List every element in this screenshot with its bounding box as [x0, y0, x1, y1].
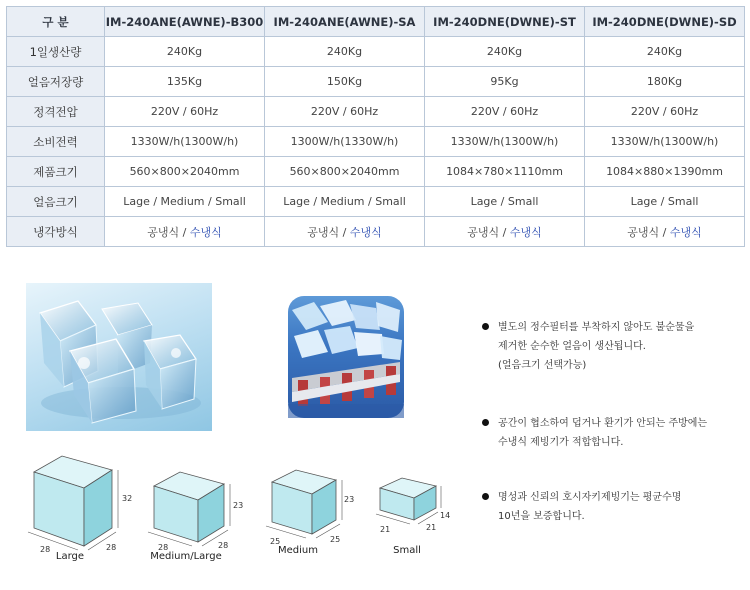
- row-label: 얼음크기: [7, 187, 105, 217]
- evaporator-plates-icon: [292, 362, 400, 406]
- table-cell: 1330W/h(1300W/h): [425, 127, 585, 157]
- header-model-sa: IM-240ANE(AWNE)-SA: [265, 7, 425, 37]
- air-cooled-text: 공냉식: [307, 225, 340, 239]
- header-category: 구 분: [7, 7, 105, 37]
- header-model-st: IM-240DNE(DWNE)-ST: [425, 7, 585, 37]
- bullet-icon: [482, 419, 489, 426]
- water-cooled-text: 수냉식: [349, 225, 382, 239]
- table-cell: 560×800×2040mm: [265, 157, 425, 187]
- table-cell: 240Kg: [105, 37, 265, 67]
- water-cooled-text: 수냉식: [189, 225, 222, 239]
- row-cooling-method: [7, 217, 745, 247]
- cube-label-small: Small: [393, 545, 421, 556]
- row-label: 소비전력: [7, 127, 105, 157]
- table-cell: 95Kg: [425, 67, 585, 97]
- ice-machine-illustration: [288, 296, 404, 418]
- spec-table: [6, 6, 745, 247]
- feature-line: 공간이 협소하여 덥거나 환기가 안되는 주방에는: [498, 418, 708, 429]
- header-model-sd: IM-240DNE(DWNE)-SD: [585, 7, 745, 37]
- cube-dim-width: 28: [40, 545, 51, 554]
- feature-item-filter: [482, 318, 744, 378]
- table-cell: Lage / Medium / Small: [265, 187, 425, 217]
- table-cell: 220V / 60Hz: [425, 97, 585, 127]
- spec-header-row: [7, 7, 745, 37]
- row-product-size: [7, 157, 745, 187]
- table-cell: 135Kg: [105, 67, 265, 97]
- table-cell: 1330W/h(1300W/h): [105, 127, 265, 157]
- cube-label-medium: Medium: [278, 545, 318, 556]
- bullet-icon: [482, 323, 489, 330]
- table-cell: [265, 217, 425, 247]
- row-label: 1일생산량: [7, 37, 105, 67]
- air-cooled-text: 공냉식: [147, 225, 180, 239]
- feature-line: 제거한 순수한 얼음이 생산됩니다.: [498, 341, 646, 352]
- table-cell: [105, 217, 265, 247]
- cube-dim-height: 23: [233, 501, 244, 510]
- row-rated-voltage: [7, 97, 745, 127]
- water-cooled-text: 수냉식: [509, 225, 542, 239]
- cube-dim-height: 32: [122, 494, 133, 503]
- cube-dim-depth: 28: [106, 543, 117, 552]
- ice-cubes-illustration: [26, 283, 212, 431]
- feature-line: (얼음크기 선택가능): [498, 360, 587, 371]
- feature-line: 별도의 정수필터를 부착하지 않아도 불순물을: [498, 322, 695, 333]
- cube-dim-height: 14: [440, 511, 451, 520]
- table-cell: [425, 217, 585, 247]
- row-ice-storage: [7, 67, 745, 97]
- ice-cubes-photo: [26, 283, 212, 431]
- table-cell: Lage / Small: [425, 187, 585, 217]
- table-cell: 240Kg: [265, 37, 425, 67]
- cube-label-medium-large: Medium/Large: [150, 551, 222, 562]
- cube-diagram-small: [370, 474, 450, 540]
- header-model-b300: IM-240ANE(AWNE)-B300: [105, 7, 265, 37]
- row-label: 정격전압: [7, 97, 105, 127]
- table-cell: 180Kg: [585, 67, 745, 97]
- row-daily-production: [7, 37, 745, 67]
- feature-line: 수냉식 제빙기가 적합합니다.: [498, 437, 624, 448]
- table-cell: 1084×880×1390mm: [585, 157, 745, 187]
- ice-machine-photo: [288, 296, 404, 418]
- feature-item-warranty: [482, 488, 744, 528]
- table-cell: 220V / 60Hz: [585, 97, 745, 127]
- feature-item-water-cooled: [482, 414, 744, 454]
- cube-diagram-medium: [258, 464, 354, 556]
- water-cooled-text: 수냉식: [669, 225, 702, 239]
- separator: /: [339, 225, 350, 239]
- air-cooled-text: 공냉식: [627, 225, 660, 239]
- table-cell: Lage / Medium / Small: [105, 187, 265, 217]
- table-cell: 1084×780×1110mm: [425, 157, 585, 187]
- cube-dim-width: 28: [158, 543, 169, 552]
- table-cell: 560×800×2040mm: [105, 157, 265, 187]
- air-cooled-text: 공냉식: [467, 225, 500, 239]
- table-cell: 220V / 60Hz: [265, 97, 425, 127]
- cube-dim-depth: 28: [218, 541, 229, 550]
- cube-dim-width: 25: [270, 537, 281, 546]
- table-cell: 220V / 60Hz: [105, 97, 265, 127]
- table-cell: Lage / Small: [585, 187, 745, 217]
- cube-dim-depth: 21: [426, 523, 437, 532]
- separator: /: [659, 225, 670, 239]
- table-cell: 1300W/h(1330W/h): [265, 127, 425, 157]
- table-cell: 240Kg: [425, 37, 585, 67]
- table-cell: 150Kg: [265, 67, 425, 97]
- row-power-consumption: [7, 127, 745, 157]
- cube-dim-width: 21: [380, 525, 391, 534]
- cube-dim-height: 23: [344, 495, 355, 504]
- table-cell: 240Kg: [585, 37, 745, 67]
- cube-label-large: Large: [55, 551, 85, 562]
- separator: /: [499, 225, 510, 239]
- feature-line: 명성과 신뢰의 호시자키제빙기는 평균수명: [498, 492, 682, 503]
- table-cell: [585, 217, 745, 247]
- table-cell: 1330W/h(1300W/h): [585, 127, 745, 157]
- row-ice-size: [7, 187, 745, 217]
- row-label: 냉각방식: [7, 217, 105, 247]
- row-label: 얼음저장량: [7, 67, 105, 97]
- row-label: 제품크기: [7, 157, 105, 187]
- separator: /: [179, 225, 190, 239]
- feature-line: 10년을 보증합니다.: [498, 511, 585, 522]
- cube-dim-depth: 25: [330, 535, 341, 544]
- bullet-icon: [482, 493, 489, 500]
